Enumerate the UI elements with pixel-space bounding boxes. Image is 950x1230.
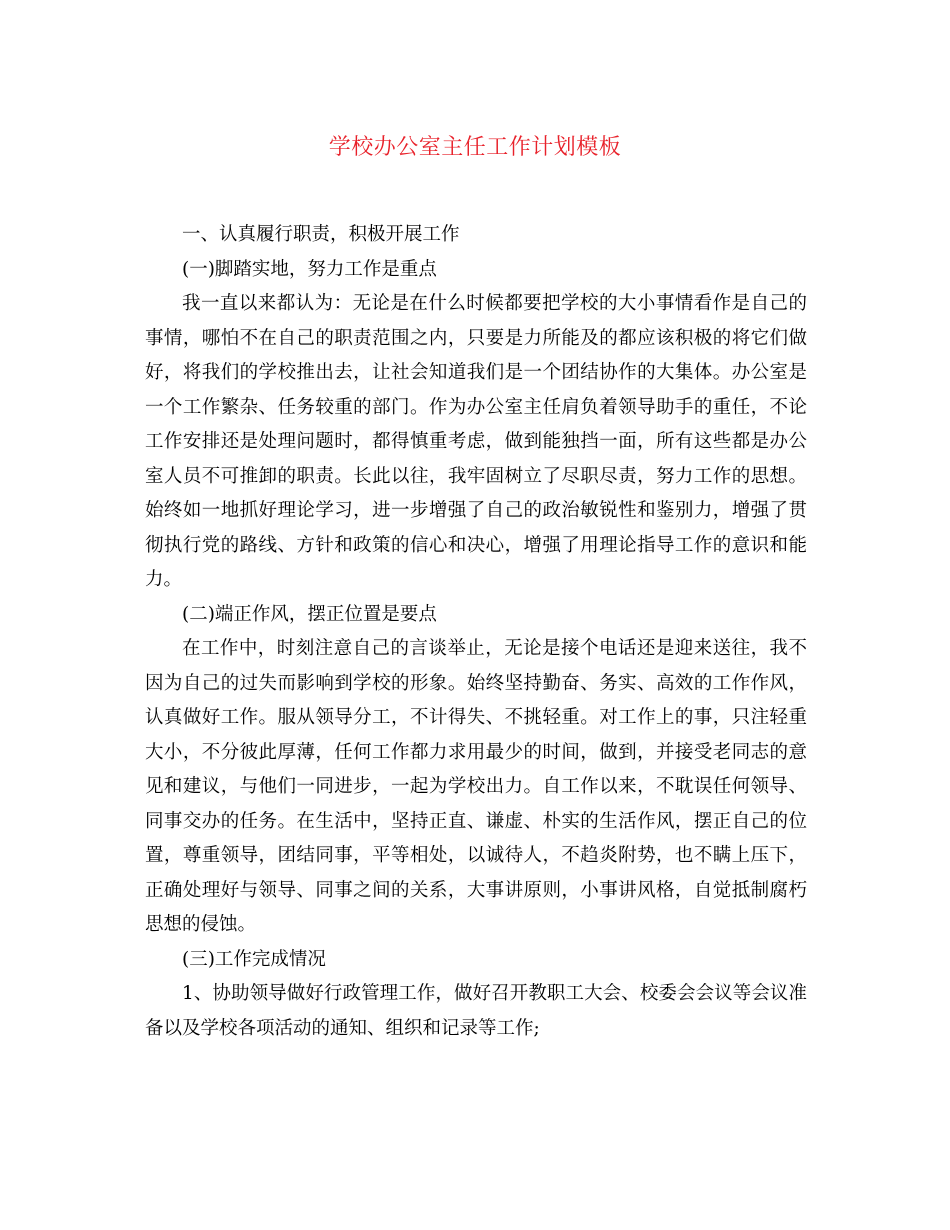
body-paragraph-2: 在工作中，时刻注意自己的言谈举止，无论是接个电话还是迎来送往，我不因为自己的过失而影响到学校的形象。始终坚持勤奋、务实、高效的工作作风，认真做好工作。服从领导分工，不计得失、不挑轻重。对工作上的事，只注轻重大小，不分彼此厚薄，任何工作都力求用最少的时间，做到，并接受老同志的意见和建议，与他们一同进步，一起为学校出力。自工作以来，不耽误任何领导、同事交办的任务。在生活中，坚持正直、谦虚、朴实的生活作风，摆正自己的位置，尊重领导，团结同事，平等相处，以诚待人，不趋炎附势，也不瞒上压下，正确处理好与领导、同事之间的关系，大事讲原则，小事讲风格，自觉抵制腐朽思想的侵蚀。 [145, 638, 807, 935]
subsection-heading-3: (三)工作完成情况 [182, 948, 326, 970]
document-title: 学校办公室主任工作计划模板 [328, 135, 622, 160]
subsection-heading-1: (一)脚踏实地，努力工作是重点 [182, 258, 437, 280]
body-paragraph-1: 我一直以来都认为：无论是在什么时候都要把学校的大小事情看作是自己的事情，哪怕不在自己的职责范围之内，只要是力所能及的都应该积极的将它们做好，将我们的学校推出去，让社会知道我们是一个团结协作的大集体。办公室是一个工作繁杂、任务较重的部门。作为办公室主任肩负着领导助手的重任，不论工作安排还是处理问题时，都得慎重考虑，做到能独挡一面，所有这些都是办公室人员不可推卸的职责。长此以往，我牢固树立了尽职尽责，努力工作的思想。始终如一地抓好理论学习，进一步增强了自己的政治敏锐性和鉴别力，增强了贯彻执行党的路线、方针和政策的信心和决心，增强了用理论指导工作的意识和能力。 [145, 293, 807, 590]
document-body [145, 218, 807, 1046]
section-heading-1: 一、认真履行职责，积极开展工作 [182, 224, 460, 245]
body-paragraph-3: 1、协助领导做好行政管理工作，做好召开教职工大会、校委会会议等会议准备以及学校各项活动的通知、组织和记录等工作; [145, 983, 807, 1039]
subsection-heading-2: (二)端正作风，摆正位置是要点 [182, 603, 437, 625]
